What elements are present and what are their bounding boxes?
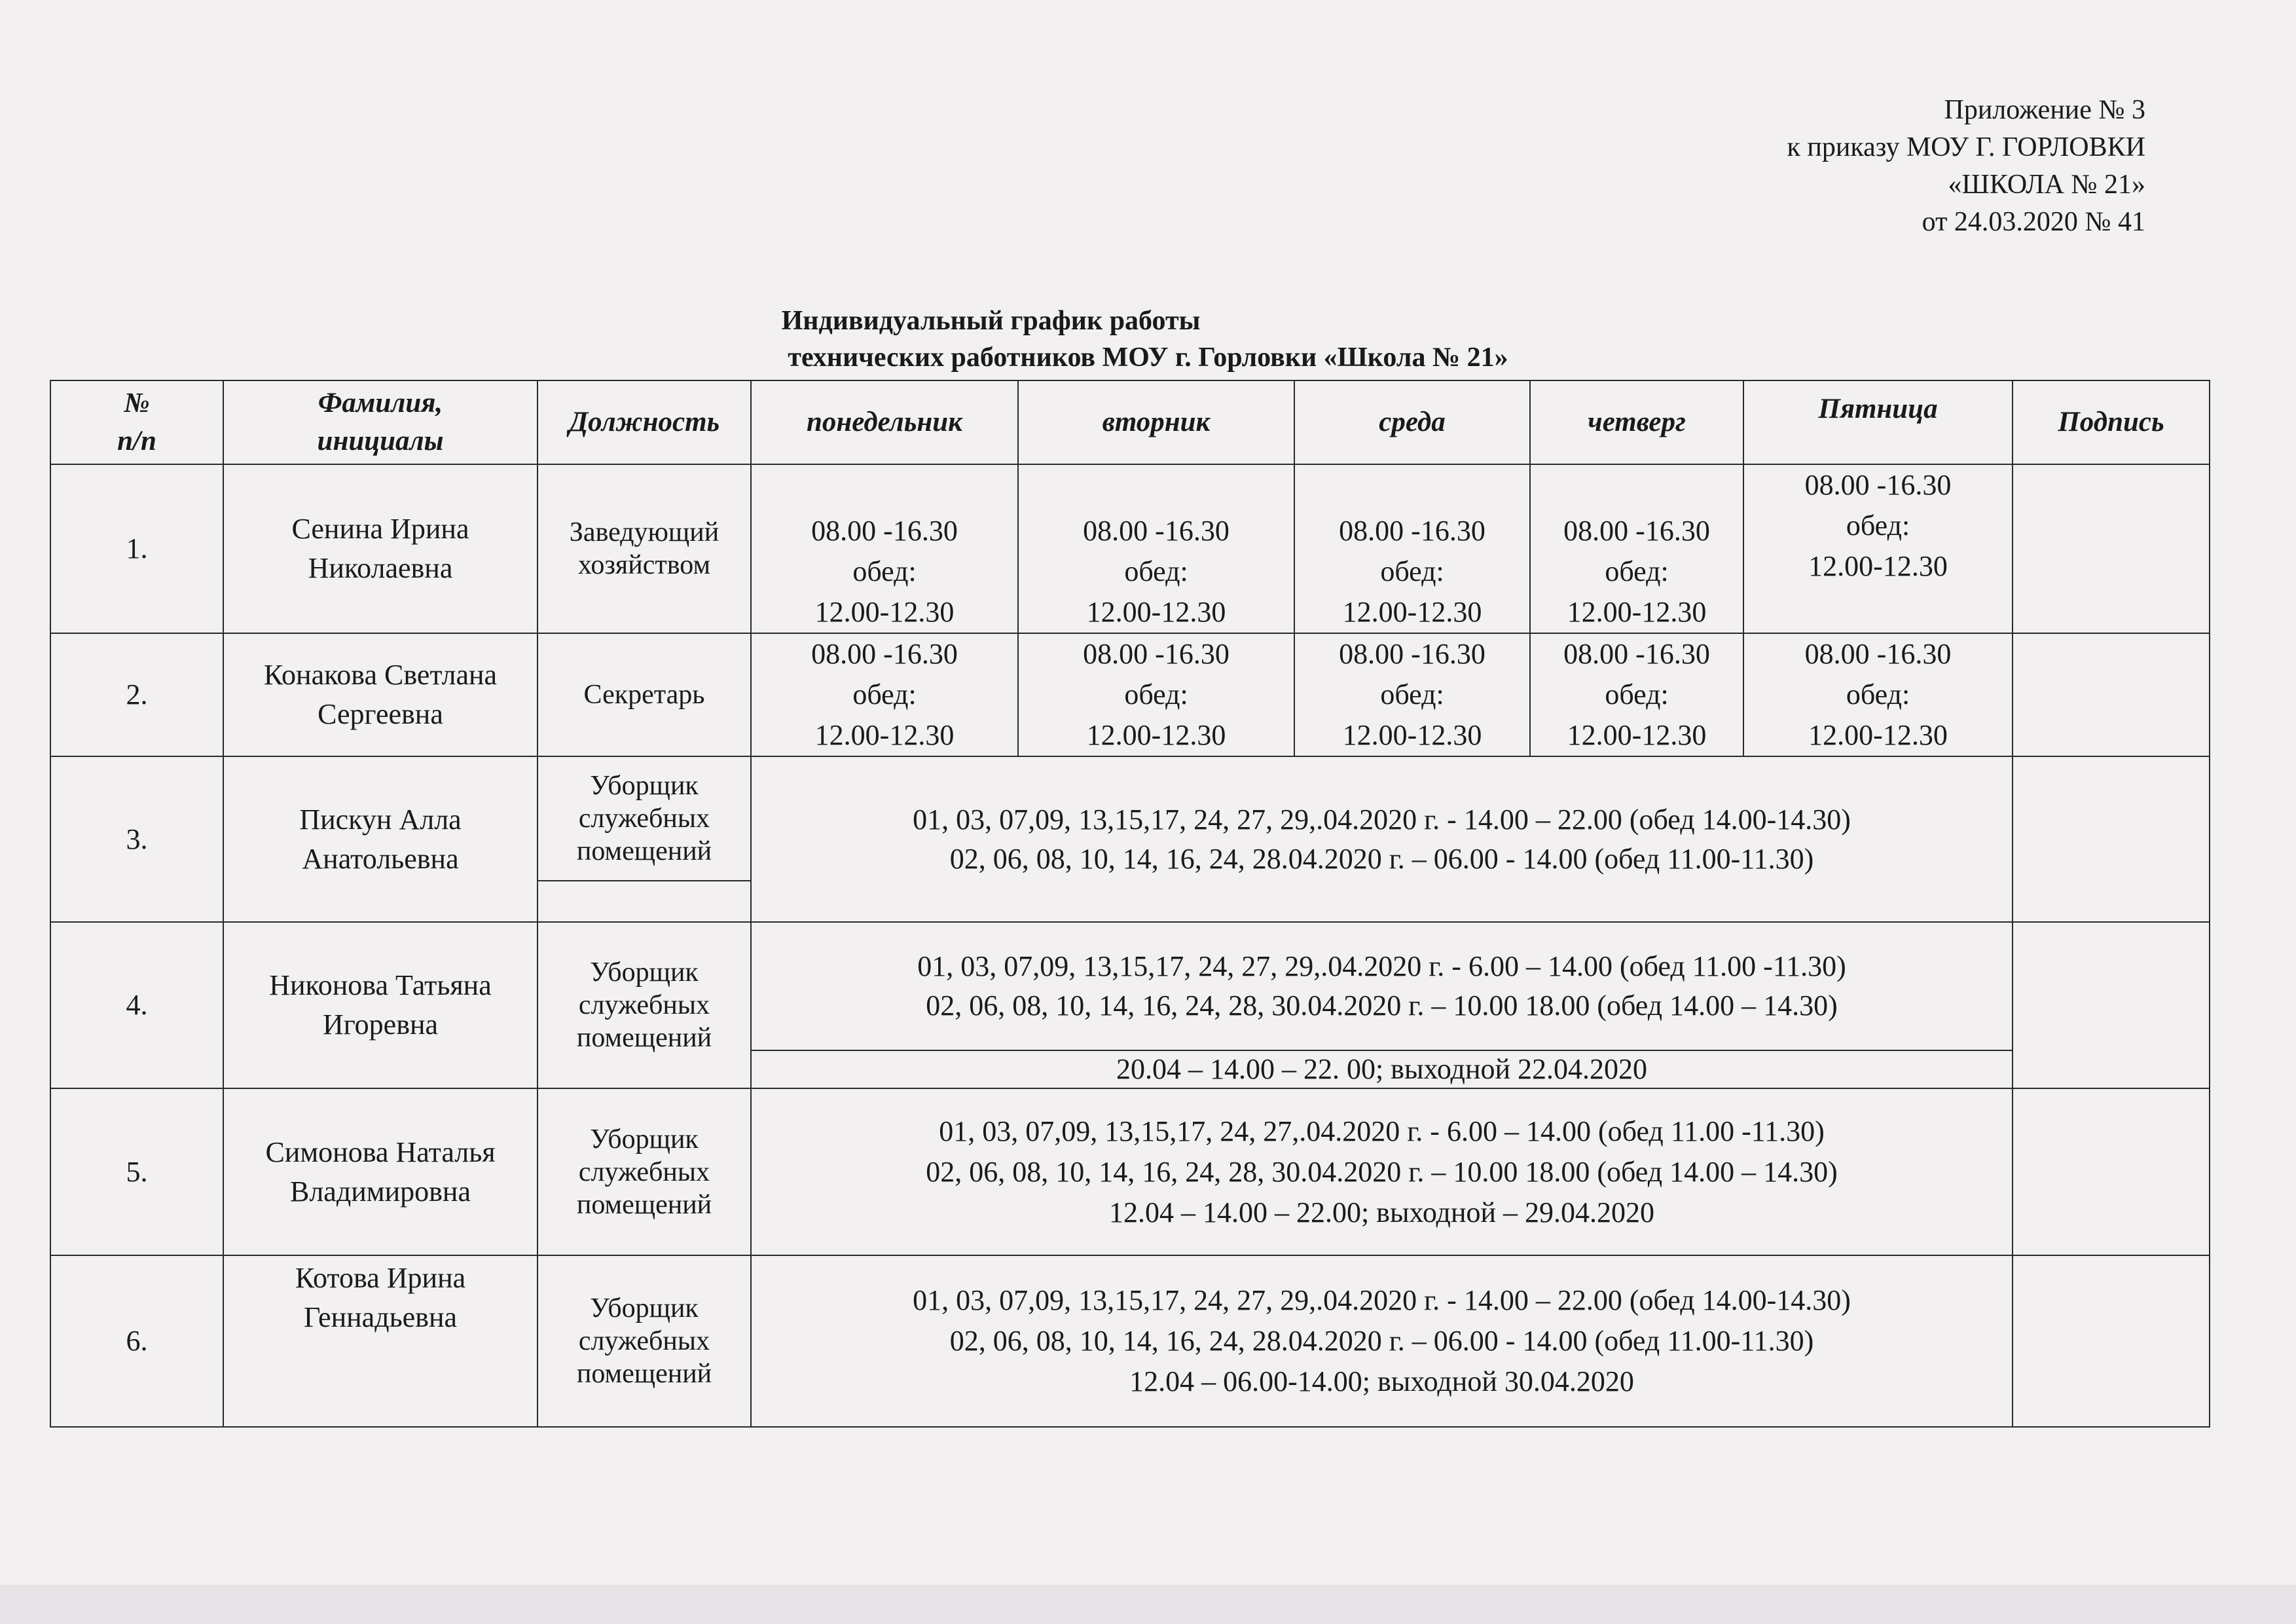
employee-name: Котова Ирина Геннадьевна <box>223 1255 538 1427</box>
table-header-row <box>50 380 2210 464</box>
row-number: 6. <box>50 1255 223 1427</box>
employee-name: Конакова Светлана Сергеевна <box>223 633 538 756</box>
employee-name: Симонова Наталья Владимировна <box>223 1088 538 1255</box>
signature-cell <box>2013 464 2210 633</box>
row-number: 5. <box>50 1088 223 1255</box>
signature-cell <box>2013 1255 2210 1427</box>
monday-cell: 08.00 -16.30 обед: 12.00-12.30 <box>751 633 1018 756</box>
title-line: Индивидуальный график работы <box>781 306 1201 336</box>
employee-name: Никонова Татьяна Игоревна <box>223 922 538 1088</box>
shift-schedule-cell: 01, 03, 07,09, 13,15,17, 24, 27, 29,.04.2020 г. - 14.00 – 22.00 (обед 14.00-14.30) 02, 06, 08, 10, 14, 16, 24, 28.04.2020 г. – 06.00 - 14.00 (обед 11.00-11.30) <box>751 756 2013 922</box>
shift-schedule-cell: 01, 03, 07,09, 13,15,17, 24, 27,.04.2020 г. - 6.00 – 14.00 (обед 11.00 -11.30) 02, 06, 08, 10, 14, 16, 24, 28, 30.04.2020 г. – 10.00 18.00 (обед 14.00 – 14.30) 12.04 – 14.00 – 22.00; выходной – 29.04.2020 <box>751 1088 2013 1255</box>
table-row <box>50 922 2210 1050</box>
header-position: Должность <box>538 380 751 464</box>
document-title <box>0 303 2296 376</box>
employee-position: Уборщик служебных помещений <box>538 1088 751 1255</box>
employee-name: Пискун Алла Анатольевна <box>223 756 538 922</box>
header-thursday: четверг <box>1530 380 1743 464</box>
appendix-line: от 24.03.2020 № 41 <box>1922 207 2145 237</box>
header-wednesday: среда <box>1294 380 1530 464</box>
header-monday: понедельник <box>751 380 1018 464</box>
signature-cell <box>2013 1088 2210 1255</box>
appendix-line: Приложение № 3 <box>1944 95 2145 125</box>
tuesday-cell: 08.00 -16.30 обед: 12.00-12.30 <box>1018 633 1294 756</box>
header-friday: Пятница <box>1743 380 2013 464</box>
tuesday-cell: 08.00 -16.30 обед: 12.00-12.30 <box>1018 464 1294 633</box>
row-number: 3. <box>50 756 223 922</box>
wednesday-cell: 08.00 -16.30 обед: 12.00-12.30 <box>1294 633 1530 756</box>
friday-cell: 08.00 -16.30 обед: 12.00-12.30 <box>1743 633 2013 756</box>
friday-cell: 08.00 -16.30 обед: 12.00-12.30 <box>1743 464 2013 633</box>
monday-cell: 08.00 -16.30 обед: 12.00-12.30 <box>751 464 1018 633</box>
header-name: Фамилия, инициалы <box>223 380 538 464</box>
employee-name: Сенина Ирина Николаевна <box>223 464 538 633</box>
wednesday-cell: 08.00 -16.30 обед: 12.00-12.30 <box>1294 464 1530 633</box>
employee-position: Секретарь <box>538 633 751 756</box>
shift-note-cell: 20.04 – 14.00 – 22. 00; выходной 22.04.2020 <box>751 1050 2013 1088</box>
employee-position: Уборщик служебных помещений <box>538 922 751 1088</box>
work-schedule-table <box>50 380 2210 1428</box>
appendix-header <box>1787 92 2145 241</box>
employee-position: Уборщик служебных помещений <box>538 1255 751 1427</box>
row-number: 1. <box>50 464 223 633</box>
thursday-cell: 08.00 -16.30 обед: 12.00-12.30 <box>1530 464 1743 633</box>
signature-cell <box>2013 922 2210 1088</box>
table-row <box>50 464 2210 633</box>
scan-edge <box>0 1585 2296 1624</box>
header-number: № п/п <box>50 380 223 464</box>
table-row <box>50 1088 2210 1255</box>
appendix-line: «ШКОЛА № 21» <box>1948 170 2145 200</box>
table-row <box>50 756 2210 881</box>
thursday-cell: 08.00 -16.30 обед: 12.00-12.30 <box>1530 633 1743 756</box>
header-signature: Подпись <box>2013 380 2210 464</box>
appendix-line: к приказу МОУ Г. ГОРЛОВКИ <box>1787 132 2145 162</box>
signature-cell <box>2013 633 2210 756</box>
row-number: 4. <box>50 922 223 1088</box>
empty-position-cell <box>538 881 751 922</box>
signature-cell <box>2013 756 2210 922</box>
row-number: 2. <box>50 633 223 756</box>
shift-schedule-cell: 01, 03, 07,09, 13,15,17, 24, 27, 29,.04.2020 г. - 14.00 – 22.00 (обед 14.00-14.30) 02, 06, 08, 10, 14, 16, 24, 28.04.2020 г. – 06.00 - 14.00 (обед 11.00-11.30) 12.04 – 06.00-14.00; выходной 30.04.2020 <box>751 1255 2013 1427</box>
employee-position: Заведующий хозяйством <box>538 464 751 633</box>
header-tuesday: вторник <box>1018 380 1294 464</box>
title-line: технических работников МОУ г. Горловки «Школа № 21» <box>788 342 1508 373</box>
employee-position: Уборщик служебных помещений <box>538 756 751 881</box>
table-row <box>50 633 2210 756</box>
shift-schedule-cell: 01, 03, 07,09, 13,15,17, 24, 27, 29,.04.2020 г. - 6.00 – 14.00 (обед 11.00 -11.30) 02, 06, 08, 10, 14, 16, 24, 28, 30.04.2020 г. – 10.00 18.00 (обед 14.00 – 14.30) <box>751 922 2013 1050</box>
table-row <box>50 1255 2210 1427</box>
